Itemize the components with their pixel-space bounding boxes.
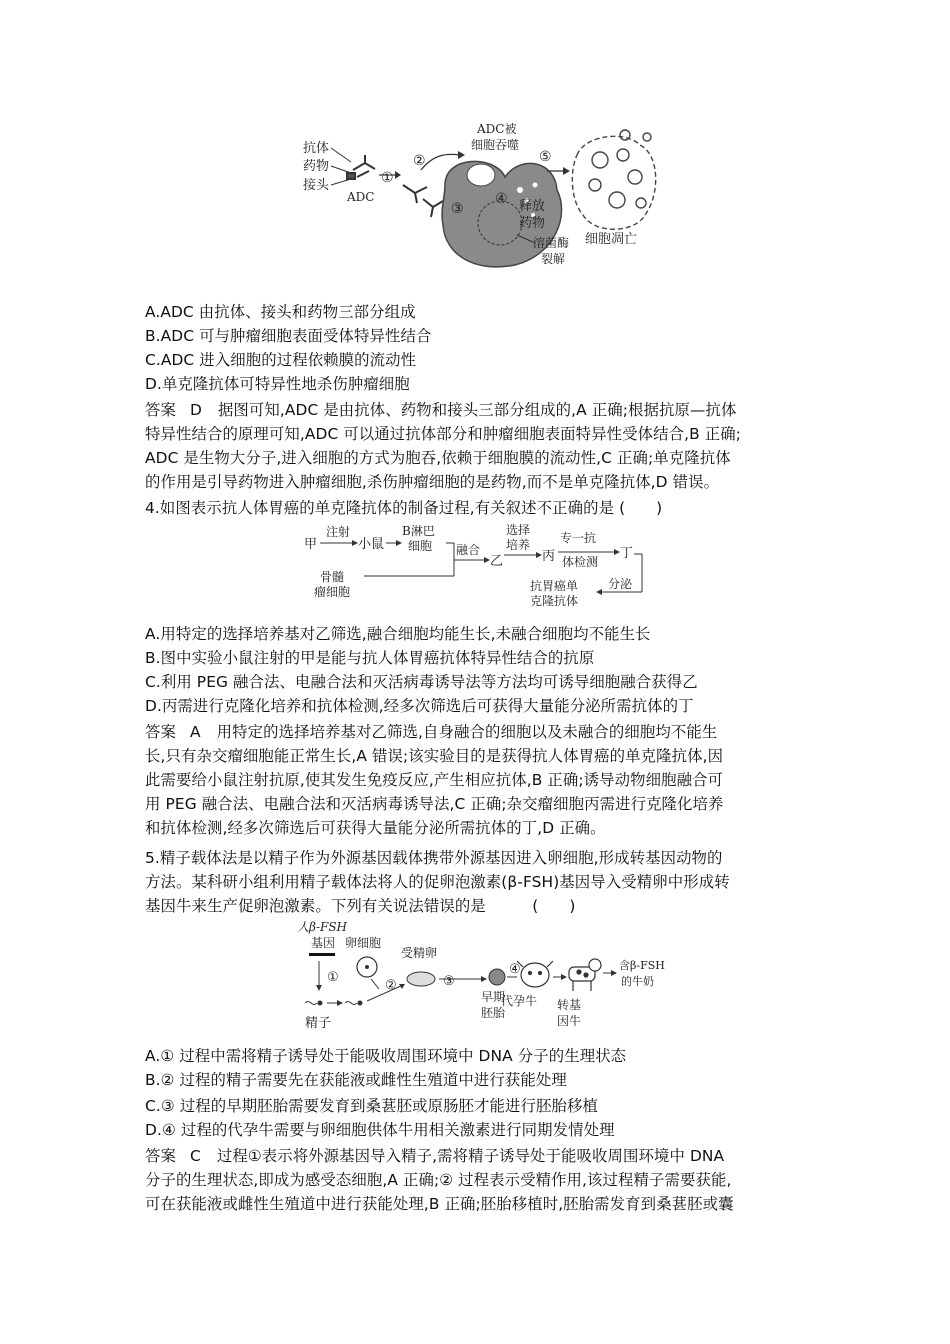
release-line2: 药物 bbox=[519, 216, 546, 231]
q4-option-d: D.丙需进行克隆化培养和抗体检测,经多次筛选后可获得大量能分泌所需抗体的丁 bbox=[145, 697, 694, 715]
tg-line2: 因牛 bbox=[557, 1014, 582, 1028]
fert-label: 受精卵 bbox=[401, 946, 438, 960]
q5-stem-1: 5.精子载体法是以精子作为外源基因载体携带外源基因进入卵细胞,形成转基因动物的 bbox=[145, 849, 723, 867]
fig3-step2: ② bbox=[385, 978, 397, 993]
label-drug: 药物 bbox=[303, 159, 330, 174]
fig3-step4: ④ bbox=[509, 962, 521, 977]
node-bing: 丙 bbox=[542, 549, 556, 564]
egg-label: 卵细胞 bbox=[345, 936, 382, 950]
release-line1: 释放 bbox=[519, 199, 546, 214]
answer-label: 答案 bbox=[145, 1147, 176, 1165]
label-select-line1: 选择 bbox=[506, 523, 531, 537]
q3-option-b: B.ADC 可与肿瘤细胞表面受体特异性结合 bbox=[145, 327, 432, 345]
embryo-line2: 胚胎 bbox=[481, 1006, 506, 1020]
q3-option-c: C.ADC 进入细胞的过程依赖膜的流动性 bbox=[145, 351, 417, 369]
q5-explanation-2: 分子的生理状态,即成为感受态细胞,A 正确;② 过程表示受精作用,该过程精子需要获能, bbox=[145, 1171, 732, 1189]
q4-option-a: A.用特定的选择培养基对乙筛选,融合细胞均能生长,未融合细胞均不能生长 bbox=[145, 625, 651, 643]
lysozyme-line2: 裂解 bbox=[541, 252, 566, 266]
adc-figure bbox=[295, 115, 675, 290]
answer-label: 答案 bbox=[145, 723, 176, 741]
q5-option-d: D.④ 过程的代孕牛需要与卵细胞供体牛用相关激素进行同期发情处理 bbox=[145, 1121, 615, 1139]
node-mab-line1: 抗胃癌单 bbox=[530, 579, 579, 593]
label-linker: 接头 bbox=[303, 178, 330, 193]
node-bcell-line2: 细胞 bbox=[408, 539, 433, 553]
transgenic-cow-icon bbox=[569, 959, 601, 991]
q5-stem-3: 基因牛来生产促卵泡激素。下列有关说法错误的是 ( ) bbox=[145, 897, 576, 915]
q4-option-c: C.利用 PEG 融合法、电融合法和灭活病毒诱导法等方法均可诱导细胞融合获得乙 bbox=[145, 673, 698, 691]
label-inject: 注射 bbox=[326, 525, 351, 539]
step1-label: ① bbox=[381, 170, 394, 186]
q4-explanation-3: 此需要给小鼠注射抗原,使其发生免疫反应,产生相应抗体,B 正确;诱导动物细胞融合可 bbox=[145, 771, 724, 789]
step2-label: ② bbox=[413, 153, 426, 169]
milk-line2: 的牛奶 bbox=[621, 975, 654, 988]
gene-line1: 人β-FSH bbox=[297, 920, 348, 934]
engulf-line1: ADC被 bbox=[477, 122, 517, 136]
q3-explanation-3: ADC 是生物大分子,进入细胞的方式为胞吞,依赖于细胞膜的流动性,C 正确;单克隆抗体 bbox=[145, 449, 731, 467]
label-secrete: 分泌 bbox=[608, 577, 633, 591]
fig3-step1: ① bbox=[327, 970, 339, 985]
node-mouse: 小鼠 bbox=[358, 537, 385, 552]
label-select-line2: 培养 bbox=[506, 538, 531, 552]
answer-letter: A bbox=[189, 723, 201, 741]
explanation-text: 用特定的选择培养基对乙筛选,自身融合的细胞以及未融合的细胞均不能生 bbox=[216, 723, 718, 741]
explanation-text: 过程①表示将外源基因导入精子,需将精子诱导处于能吸收周围环境中 DNA bbox=[216, 1147, 725, 1165]
tg-line1: 转基 bbox=[557, 998, 582, 1012]
answer-letter: D bbox=[189, 401, 202, 419]
apoptotic-cell-icon bbox=[572, 130, 655, 229]
q4-stem: 4.如图表示抗人体胃癌的单克隆抗体的制备过程,有关叙述不正确的是 ( ) bbox=[145, 499, 663, 517]
q5-stem-2: 方法。某科研小组利用精子载体法将人的促卵泡激素(β-FSH)基因导入受精卵中形成转 bbox=[145, 873, 730, 891]
node-ding: 丁 bbox=[620, 546, 634, 561]
node-marrow-line1: 骨髓 bbox=[320, 570, 345, 584]
embryo-line1: 早期 bbox=[481, 990, 506, 1004]
q3-answer-line bbox=[145, 398, 825, 422]
q4-explanation-4: 用 PEG 融合法、电融合法和灭活病毒诱导法,C 正确;杂交瘤细胞丙需进行克隆化培养 bbox=[145, 795, 724, 813]
fertilized-egg-icon bbox=[407, 972, 435, 986]
explanation-text: 据图可知,ADC 是由抗体、药物和接头三部分组成的,A 正确;根据抗原—抗体 bbox=[217, 401, 737, 419]
sperm-label: 精子 bbox=[305, 1016, 332, 1031]
adc-molecule-icon bbox=[347, 155, 375, 179]
label-detect-line2: 体检测 bbox=[562, 555, 599, 569]
q3-explanation-4: 的作用是引导药物进入肿瘤细胞,杀伤肿瘤细胞的是药物,而不是单克隆抗体,D 错误。 bbox=[145, 473, 720, 491]
transgenic-cow-figure bbox=[295, 917, 685, 1035]
step5-label: ⑤ bbox=[539, 149, 552, 165]
adc-binding-icon bbox=[403, 185, 443, 217]
q3-explanation-2: 特异性结合的原理可知,ADC 可以通过抗体部分和肿瘤细胞表面特异性受体结合,B 正确; bbox=[145, 425, 742, 443]
q4-answer-line bbox=[145, 720, 825, 744]
q5-option-a: A.① 过程中需将精子诱导处于能吸收周围环境中 DNA 分子的生理状态 bbox=[145, 1047, 627, 1065]
step4-label: ④ bbox=[495, 191, 508, 207]
lysozyme-line1: 溶菌酶 bbox=[533, 236, 570, 250]
answer-letter: C bbox=[189, 1147, 201, 1165]
q3-option-a: A.ADC 由抗体、接头和药物三部分组成 bbox=[145, 303, 416, 321]
q5-answer-line bbox=[145, 1144, 825, 1168]
answer-label: 答案 bbox=[145, 401, 176, 419]
q4-explanation-5: 和抗体检测,经多次筛选后可获得大量能分泌所需抗体的丁,D 正确。 bbox=[145, 819, 606, 837]
q5-explanation-3: 可在获能液或雌性生殖道中进行获能处理,B 正确;胚胎移植时,胚胎需发育到桑葚胚或囊 bbox=[145, 1195, 734, 1213]
node-mab-line2: 克隆抗体 bbox=[530, 594, 579, 608]
early-embryo-icon bbox=[489, 969, 505, 985]
label-fusion: 融合 bbox=[456, 543, 481, 557]
fig3-step3: ③ bbox=[443, 974, 455, 989]
node-jia: 甲 bbox=[304, 537, 318, 552]
q4-option-b: B.图中实验小鼠注射的甲是能与抗人体胃癌抗体特异性结合的抗原 bbox=[145, 649, 595, 667]
gene-bar bbox=[309, 953, 335, 956]
label-detect-line1: 专一抗 bbox=[560, 531, 597, 545]
apoptosis-label: 细胞凋亡 bbox=[585, 232, 638, 247]
surrogate-label: 代孕牛 bbox=[501, 994, 538, 1008]
engulf-line2: 细胞吞噬 bbox=[471, 138, 520, 152]
q5-option-b: B.② 过程的精子需要先在获能液或雌性生殖道中进行获能处理 bbox=[145, 1071, 567, 1089]
node-bcell-line1: B淋巴 bbox=[402, 524, 435, 538]
label-antibody: 抗体 bbox=[303, 141, 330, 156]
q4-explanation-2: 长,只有杂交瘤细胞能正常生长,A 错误;该实验目的是获得抗人体胃癌的单克隆抗体,因 bbox=[145, 747, 724, 765]
mab-flow-figure bbox=[298, 518, 658, 618]
gene-line2: 基因 bbox=[311, 936, 336, 950]
surrogate-cow-icon bbox=[517, 961, 553, 987]
q5-option-c: C.③ 过程的早期胚胎需要发育到桑葚胚或原肠胚才能进行胚胎移植 bbox=[145, 1097, 598, 1115]
milk-line1: 含β-FSH bbox=[619, 959, 665, 972]
label-adc: ADC bbox=[347, 190, 375, 204]
node-marrow-line2: 瘤细胞 bbox=[314, 585, 351, 599]
q3-option-d: D.单克隆抗体可特异性地杀伤肿瘤细胞 bbox=[145, 375, 410, 393]
step3-label: ③ bbox=[451, 201, 464, 217]
node-yi: 乙 bbox=[490, 554, 504, 569]
